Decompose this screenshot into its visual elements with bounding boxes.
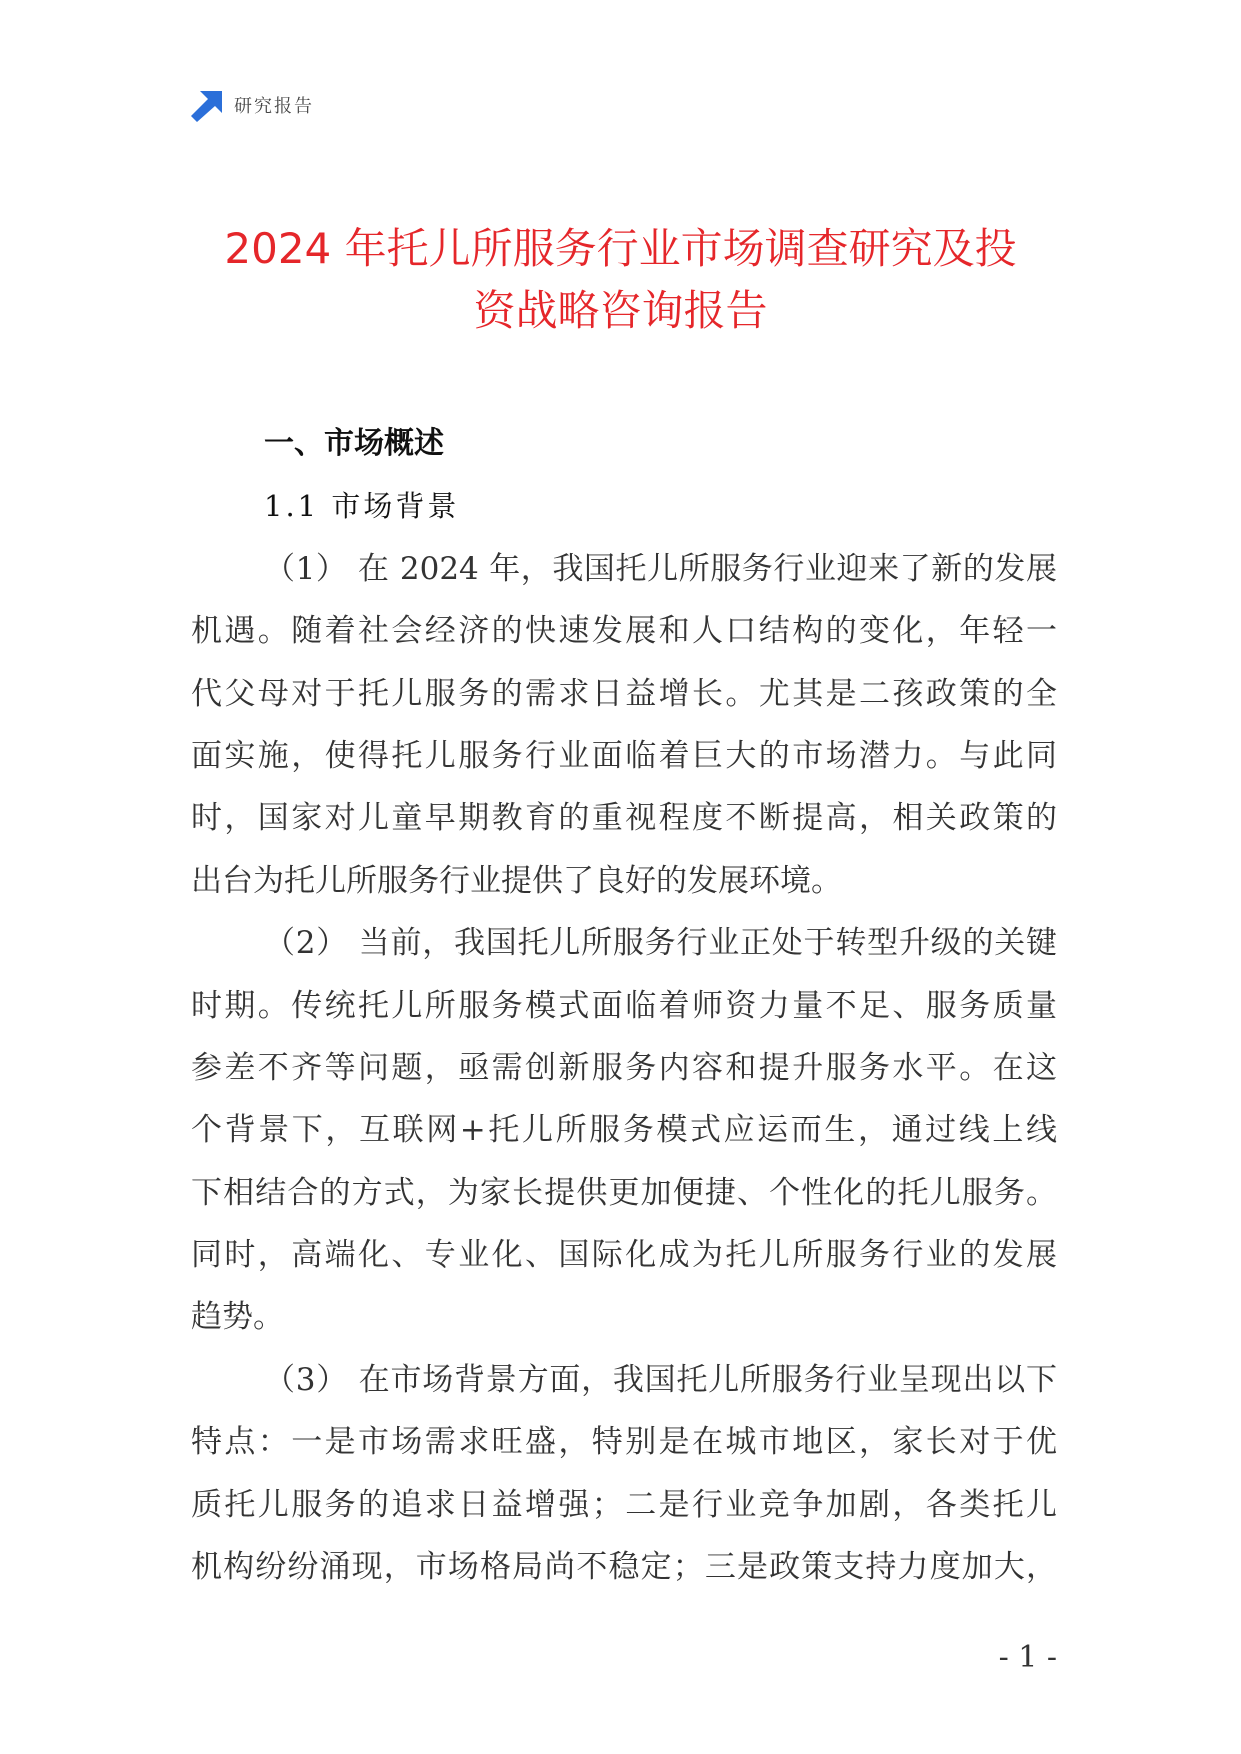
paragraph-line: 特点：一是市场需求旺盛，特别是在城市地区，家长对于优 (191, 1424, 1057, 1461)
header-label: 研究报告 (234, 96, 314, 117)
paragraph-line: （3） 在市场背景方面，我国托儿所服务行业呈现出以下 (264, 1361, 1057, 1398)
paragraph-line: 参差不齐等问题，亟需创新服务内容和提升服务水平。在这 (191, 1049, 1057, 1086)
arrow-up-right-icon (191, 91, 222, 122)
section-heading: 一、市场概述 (264, 426, 444, 461)
paragraph-line: 趋势。 (191, 1299, 284, 1336)
paragraph-line: 出台为托儿所服务行业提供了良好的发展环境。 (191, 862, 842, 899)
paragraph-line: （1） 在 2024 年，我国托儿所服务行业迎来了新的发展 (264, 550, 1057, 587)
logo-graphic (191, 91, 222, 122)
section-subheading: 1.1 市场背景 (264, 489, 460, 524)
paragraph-line: 质托儿服务的追求日益增强；二是行业竞争加剧，各类托儿 (191, 1486, 1057, 1523)
paragraph-2 (191, 912, 1057, 1349)
paragraph-line: 面实施，使得托儿服务行业面临着巨大的市场潜力。与此同 (191, 737, 1057, 774)
paragraph-line: 代父母对于托儿服务的需求日益增长。尤其是二孩政策的全 (191, 675, 1057, 712)
title-line: 资战略咨询报告 (473, 286, 768, 335)
paragraph-line: 下相结合的方式，为家长提供更加便捷、个性化的托儿服务。 (191, 1174, 1057, 1211)
page-number: - 1 - (998, 1640, 1057, 1675)
paragraph-line: 时，国家对儿童早期教育的重视程度不断提高，相关政策的 (191, 800, 1057, 837)
paragraph-line: （2） 当前，我国托儿所服务行业正处于转型升级的关键 (264, 925, 1057, 962)
document-body (191, 413, 1057, 1598)
paragraph-line: 同时，高端化、专业化、国际化成为托儿所服务行业的发展 (191, 1237, 1057, 1274)
paragraph-3 (191, 1349, 1057, 1599)
paragraph-line: 个背景下，互联网+托儿所服务模式应运而生，通过线上线 (191, 1112, 1057, 1149)
paragraph-line: 时期。传统托儿所服务模式面临着师资力量不足、服务质量 (191, 987, 1057, 1024)
paragraph-1 (191, 538, 1057, 912)
page-title (0, 218, 1241, 342)
title-line: 2024 年托儿所服务行业市场调查研究及投 (224, 224, 1017, 273)
paragraph-line: 机遇。随着社会经济的快速发展和人口结构的变化，年轻一 (191, 613, 1057, 650)
paragraph-line: 机构纷纷涌现，市场格局尚不稳定；三是政策支持力度加大， (191, 1549, 1057, 1586)
